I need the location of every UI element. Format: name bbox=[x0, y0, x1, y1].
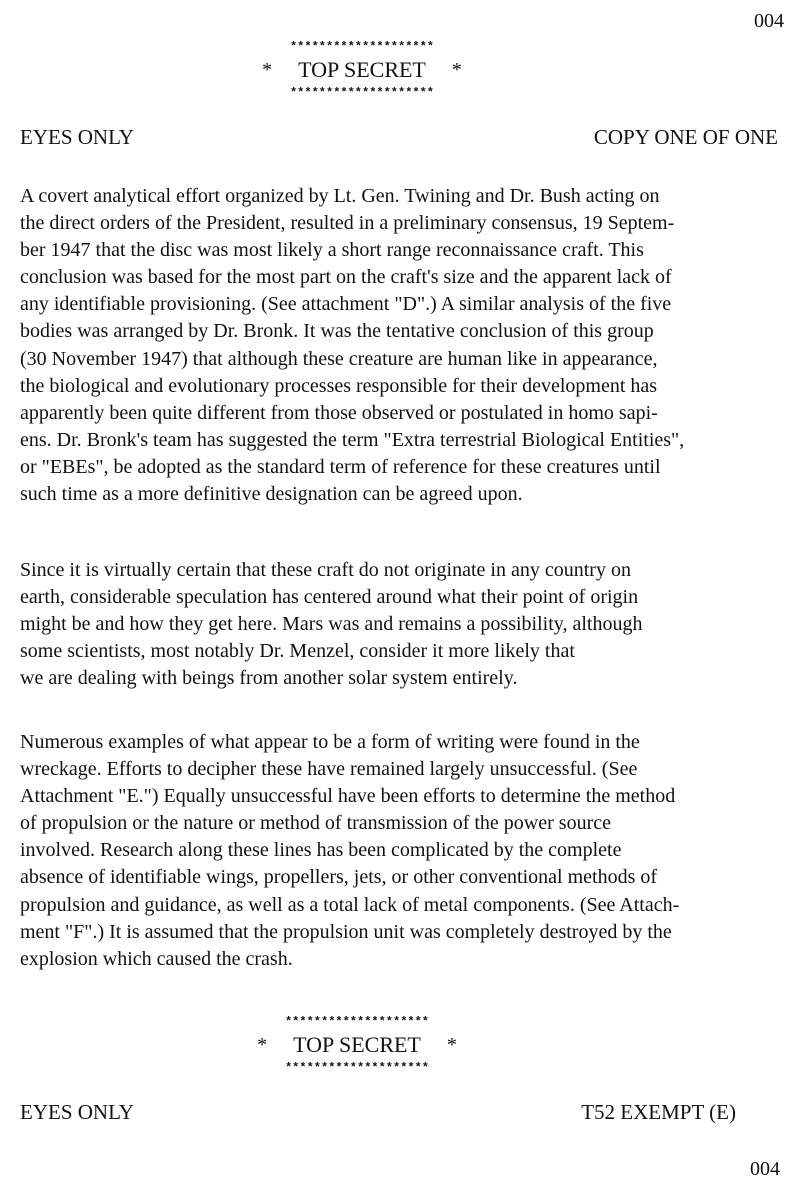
banner-title: TOP SECRET bbox=[293, 1032, 421, 1057]
text-line: conclusion was based for the most part on the craft's size and the apparent lack of bbox=[20, 266, 672, 289]
banner-star-left: * bbox=[262, 59, 273, 81]
eyes-only-label-bottom: EYES ONLY bbox=[20, 1100, 134, 1124]
text-line: Numerous examples of what appear to be a form of writing were found in the bbox=[20, 731, 640, 753]
text-line: absence of identifiable wings, propellers, jets, or other conventional methods of bbox=[20, 866, 658, 889]
page-number-bottom: 004 bbox=[750, 1158, 780, 1180]
text-line: ens. Dr. Bronk's team has suggested the term "Extra terrestrial Biological Entities", bbox=[20, 428, 685, 451]
eyes-only-label-top: EYES ONLY bbox=[20, 125, 134, 149]
banner-stars-above: ******************** bbox=[289, 40, 435, 54]
text-line: or "EBEs", be adopted as the standard term of reference for these creatures until bbox=[20, 455, 661, 478]
text-line: propulsion and guidance, as well as a total lack of metal components. (See Attach- bbox=[20, 893, 680, 916]
banner-stars-below: ******************** bbox=[284, 1061, 430, 1075]
banner-star-right: * bbox=[451, 59, 462, 81]
text-line: Attachment "E.") Equally unsuccessful have been efforts to determine the method bbox=[20, 785, 676, 808]
banner-title-line bbox=[255, 54, 469, 86]
banner-stars-below: ******************** bbox=[289, 86, 435, 100]
text-line: earth, considerable speculation has centered around what their point of origin bbox=[20, 586, 639, 609]
banner-stars-above: ******************** bbox=[284, 1015, 430, 1029]
paragraph-1 bbox=[20, 183, 795, 508]
text-line: explosion which caused the crash. bbox=[20, 947, 293, 970]
top-secret-banner-top bbox=[255, 40, 469, 100]
text-line: Since it is virtually certain that these craft do not originate in any country on bbox=[20, 559, 631, 581]
page-number-top: 004 bbox=[754, 10, 784, 32]
banner-star-right: * bbox=[446, 1034, 457, 1056]
text-line: ber 1947 that the disc was most likely a short range reconnaissance craft. This bbox=[20, 239, 644, 262]
classification-labels-top bbox=[20, 125, 778, 150]
copy-label: COPY ONE OF ONE bbox=[593, 125, 778, 149]
text-line: A covert analytical effort organized by Lt. Gen. Twining and Dr. Bush acting on bbox=[20, 185, 660, 207]
paragraph-2 bbox=[20, 557, 795, 692]
text-line: some scientists, most notably Dr. Menzel, consider it more likely that bbox=[20, 640, 575, 663]
text-line: might be and how they get here. Mars was and remains a possibility, although bbox=[20, 613, 643, 636]
text-line: we are dealing with beings from another solar system entirely. bbox=[20, 667, 518, 690]
text-line: (30 November 1947) that although these creature are human like in appearance, bbox=[20, 347, 658, 370]
text-line: the biological and evolutionary processes responsible for their development has bbox=[20, 374, 658, 397]
text-line: apparently been quite different from those observed or postulated in homo sapi- bbox=[20, 401, 658, 424]
text-line: involved. Research along these lines has been complicated by the complete bbox=[20, 839, 622, 862]
text-line: the direct orders of the President, resulted in a preliminary consensus, 19 Septem- bbox=[20, 212, 675, 235]
classification-labels-bottom bbox=[20, 1100, 736, 1125]
text-line: any identifiable provisioning. (See attachment "D".) A similar analysis of the five bbox=[20, 293, 672, 316]
exemption-label: T52 EXEMPT (E) bbox=[581, 1100, 736, 1124]
text-line: ment "F".) It is assumed that the propulsion unit was completely destroyed by the bbox=[20, 920, 672, 943]
text-line: wreckage. Efforts to decipher these have remained largely unsuccessful. (See bbox=[20, 758, 638, 781]
text-line: bodies was arranged by Dr. Bronk. It was the tentative conclusion of this group bbox=[20, 320, 654, 343]
banner-title: TOP SECRET bbox=[298, 57, 426, 82]
text-line: such time as a more definitive designation can be agreed upon. bbox=[20, 483, 523, 506]
top-secret-banner-bottom bbox=[250, 1015, 464, 1075]
banner-title-line bbox=[250, 1029, 464, 1061]
text-line: of propulsion or the nature or method of transmission of the power source bbox=[20, 812, 611, 835]
banner-star-left: * bbox=[257, 1034, 268, 1056]
paragraph-3 bbox=[20, 729, 795, 973]
